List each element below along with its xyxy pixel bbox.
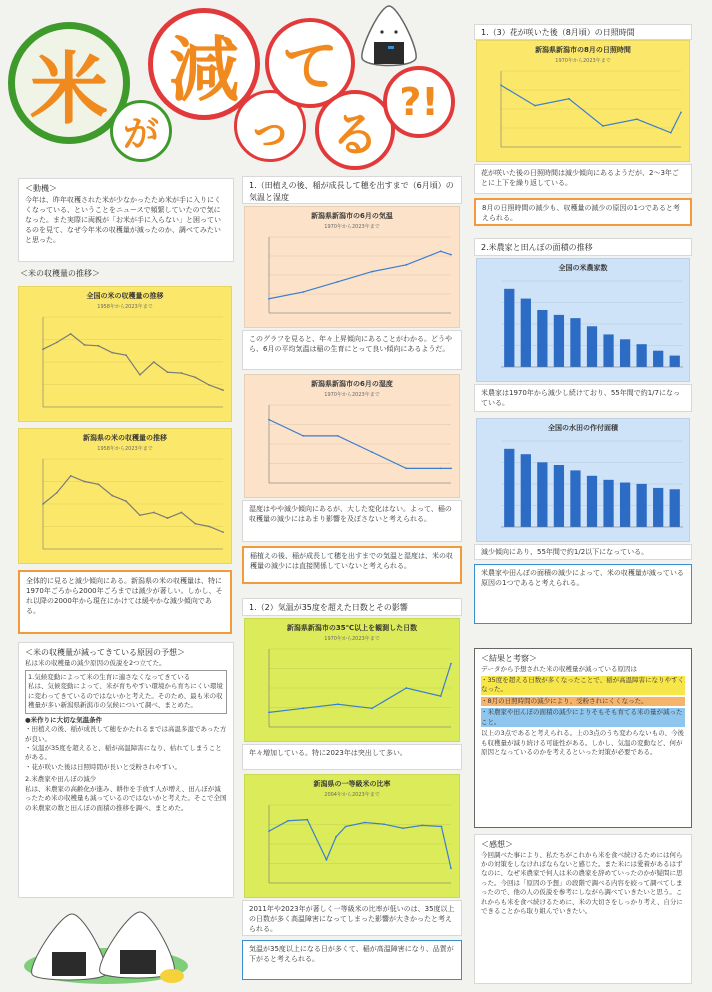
data-point	[440, 250, 442, 252]
data-point	[42, 348, 44, 350]
data-point	[181, 512, 183, 514]
data-point	[440, 695, 442, 697]
farm-conclusion	[474, 564, 692, 624]
grade-note-text: 2011年や2023年が著しく一等級米の比率が低いのは、35度以上の日数が多く高温障害になってしまった影響が大きかったと考えられる。	[249, 905, 455, 934]
data-point	[268, 830, 270, 832]
chart-svg	[245, 207, 460, 328]
bar	[554, 465, 564, 527]
data-point	[364, 822, 366, 824]
data-point	[139, 514, 141, 516]
bar	[587, 476, 597, 527]
chart-title: 新潟県の一等級米の比率	[313, 780, 391, 788]
data-point	[111, 352, 113, 354]
sec2-heading: 1.（2）気温が35度を超えた日数とその影響	[249, 603, 408, 612]
data-point	[222, 531, 224, 533]
bar	[637, 344, 647, 367]
title-circle-tsu: っ	[234, 90, 306, 162]
humid-note	[242, 500, 462, 542]
data-point	[337, 281, 339, 283]
data-point	[302, 435, 304, 437]
bar	[521, 454, 531, 527]
impression-body: 今回調べた事により、私たちがこれから米を食べ続けるためには何らかの対策をしなければならないと感じた。また米には愛着があるはずなのに、なぜ米農家で何人は米の農家を辞めていったのかが疑問に思った。今回は「原因の予想」の段階で調べる内容を絞って調べてしまったので、他の人の仮説を参考にしながら調べていきたいと思う。これからも米を食べ続けるために、米の大切さをしっかり考え、自分にできることから取り組んでいきたい。	[481, 850, 683, 916]
sec2-heading-card	[242, 598, 462, 616]
bar	[504, 289, 514, 367]
sun-note	[474, 164, 692, 194]
bar	[554, 315, 564, 367]
data-point	[371, 451, 373, 453]
bar	[620, 339, 630, 367]
prediction-item1: 1.気候変動によって米の生育に適さなくなってきている	[28, 673, 191, 682]
temp-note-text: このグラフを見ると、年々上昇傾向にあることがわかる。どうやら、6月の平均気温は稲の生育にとって良い傾向にあるようだ。	[249, 335, 452, 354]
chart-svg	[245, 775, 460, 898]
data-point	[345, 826, 347, 828]
data-point	[441, 826, 443, 828]
prediction-item2: 2.米農家や田んぼの減少	[25, 775, 97, 784]
sun-conclusion-text: 8月の日照時間の減少も、収穫量の減少の原因の1つであると考えられる。	[482, 204, 680, 223]
chart-svg	[477, 419, 690, 542]
data-point	[268, 711, 270, 713]
data-point	[450, 254, 452, 256]
chart-june-temperature	[244, 206, 460, 328]
data-point	[181, 372, 183, 374]
chart-subtitle: 1970年から2023年まで	[324, 392, 380, 398]
data-point	[302, 291, 304, 293]
prediction-sub: ●米作りに大切な気温条件	[25, 715, 103, 724]
title-circle-te: て	[265, 18, 355, 108]
harvest-note	[18, 570, 232, 634]
data-point	[405, 687, 407, 689]
prediction-bullet: ・花が咲いた後は日照時間が長いと受粉されやすい。	[25, 762, 181, 771]
data-point	[337, 435, 339, 437]
bar	[504, 449, 514, 527]
farmers-note	[474, 384, 692, 412]
data-point	[125, 354, 127, 356]
chart-svg	[245, 375, 460, 498]
chart-paddy-area	[476, 418, 690, 542]
motivation-heading: ＜動機＞	[25, 184, 57, 193]
title-circle-question: ?!	[383, 66, 455, 138]
title-circle-ga: が	[110, 100, 172, 162]
data-point	[84, 481, 86, 483]
data-point	[534, 105, 536, 107]
data-point	[208, 384, 210, 386]
result-highlight-3: ・米農家や田んぼの面積の減少によりそもそも育てる米の量が減ったこと。	[481, 708, 685, 727]
bar	[603, 334, 613, 367]
data-point	[302, 707, 304, 709]
bar	[637, 484, 647, 527]
hot-conclusion	[242, 940, 462, 980]
title-circle-kome: 米	[8, 22, 130, 144]
data-point	[450, 663, 452, 665]
hot-note	[242, 744, 462, 770]
data-point	[194, 523, 196, 525]
data-point	[167, 517, 169, 519]
data-point	[450, 467, 452, 469]
chart-title: 新潟県新潟市の35℃以上を観測した日数	[286, 624, 418, 632]
onigiri-icon	[358, 2, 420, 72]
harvest-note-text: 全体的に見ると減少傾向にある。新潟県の米の収穫量は、特に1970年ごろから2000年ごろまでは減少が著しい。しかし、それ以降の2000年から現在にかけては緩やかな減少傾向である。	[26, 577, 223, 616]
chart-title: 新潟県の米の収穫量の推移	[83, 434, 167, 442]
bar	[537, 310, 547, 367]
bar	[653, 488, 663, 527]
data-point	[222, 389, 224, 391]
prediction-bullet: ・気温が35度を超えると、稲が高温障害になり、枯れてしまうことがある。	[25, 743, 222, 762]
hot-note-text: 年々増加している。特に2023年は突出して多い。	[249, 749, 407, 757]
title-circle-ru: る	[315, 90, 395, 170]
chart-subtitle: 1970年から2023年まで	[324, 636, 380, 642]
sec1-heading-card	[242, 176, 462, 204]
data-point	[97, 483, 99, 485]
chart-rice-farmers	[476, 258, 690, 382]
chart-title: 新潟県新潟市の6月の気温	[311, 212, 393, 220]
chart-title: 全国の米の収穫量の推移	[86, 292, 164, 300]
data-point	[326, 859, 328, 861]
sec1-conclusion-text: 稲植えの後、稲が成長して穂を出すまでの気温と湿度は、米の収穫量の減少には直接関係していないと考えられる。	[250, 552, 453, 571]
prediction-item2-body: 私は、米農家の高齢化が進み、耕作を手放す人が増え、田んぼが減ったため米の収穫量も減っているのではないかと考えた。そこで全国の米農家の数と田んぼの面積の推移を調べ、まとめた。	[25, 784, 227, 812]
result-highlight-1: ・35度を超える日数が多くなったことで、稲が高温障害になりやすくなった。	[481, 676, 685, 694]
chart-june-humidity	[244, 374, 460, 498]
chart-subtitle: 1970年から2023年まで	[324, 224, 380, 230]
result-heading: ＜結果と考察＞	[481, 654, 537, 663]
data-point	[97, 345, 99, 347]
chart-subtitle: 1958年から2023年まで	[97, 304, 153, 310]
data-point	[602, 125, 604, 127]
chart-svg	[245, 619, 460, 742]
onigiri-pair-illustration	[22, 904, 190, 986]
chart-hot-days	[244, 618, 460, 742]
prediction-card	[18, 642, 234, 898]
chart-subtitle: 1958年から2023年まで	[97, 446, 153, 452]
prediction-item1-body: 私は、気候変動によって、米が育ちやすい環境から育ちにくい環境に変わってきているのではないかと考えた。そのため、最も米の収穫量が多い新潟県新潟市の気候について調べ、まとめた。	[28, 682, 223, 710]
chart-august-sunshine	[476, 40, 690, 162]
chart-title: 全国の水田の作付面積	[548, 424, 618, 432]
result-lead: データから予想された米の収穫量が減っている原因は	[481, 664, 637, 673]
motivation-body: 今年は、昨年収穫された米が少なかったため米が手に入りにくくなっている、ということをニュースで頻繁していたので気になった。また実際に両親が「お米が手に入らない」と困っているのを見て、なぜ今年米の収穫量が減ったのか、調べてみたいと思った。	[25, 195, 221, 245]
data-point	[56, 341, 58, 343]
bar	[521, 299, 531, 367]
data-point	[421, 824, 423, 826]
data-point	[405, 467, 407, 469]
data-point	[153, 361, 155, 363]
chart-svg	[19, 429, 232, 564]
hot-conclusion-text: 気温が35度以上になる日が多くて、稲が高温障害になり、品質が下がると考えられる。	[249, 945, 454, 964]
farmers-note-text: 米農家は1970年から減少し続けており、55年間で約1/7になっている。	[481, 389, 680, 408]
data-point	[371, 271, 373, 273]
data-point	[568, 98, 570, 100]
chart-svg	[477, 259, 690, 382]
data-point	[337, 703, 339, 705]
bar	[620, 483, 630, 527]
data-point	[194, 376, 196, 378]
data-point	[84, 344, 86, 346]
paddy-note-text: 減少傾向にあり、55年間で約1/2以下になっている。	[481, 548, 649, 556]
prediction-bullet: ・田植えの後、稲が成長して穂をかたれるまでは高温多湿であった方が良い。	[25, 725, 227, 743]
data-point	[70, 475, 72, 477]
data-point	[70, 333, 72, 335]
humid-note-text: 湿度はやや減少傾向にあるが、大した変化はない。よって、稲の収穫量の減少にはあまり影響を及ぼさないと考えられる。	[249, 505, 452, 524]
data-point	[680, 111, 682, 113]
data-point	[500, 84, 502, 86]
harvest-heading: ＜米の収穫量の推移＞	[20, 269, 100, 278]
data-point	[371, 707, 373, 709]
data-point	[125, 500, 127, 502]
bar	[570, 470, 580, 527]
bar	[670, 356, 680, 367]
sec4-heading-card	[474, 238, 692, 256]
data-point	[111, 495, 113, 497]
chart-svg	[19, 287, 232, 422]
bar	[537, 462, 547, 527]
data-point	[402, 827, 404, 829]
chart-title: 新潟県新潟市の6月の湿度	[311, 380, 393, 388]
data-point	[450, 867, 452, 869]
farm-conclusion-text: 米農家や田んぼの面積の減少によって、米の収穫量が減っている原因の1つであると考えられる。	[481, 569, 684, 588]
data-point	[268, 298, 270, 300]
data-point	[670, 132, 672, 134]
bar	[570, 318, 580, 367]
bar	[670, 489, 680, 527]
result-card	[474, 648, 692, 828]
result-highlight-2: ・8月の日照時間の減少により、受粉されにくくなった。	[481, 697, 685, 706]
paddy-note	[474, 544, 692, 560]
prediction-heading: ＜米の収穫量が減ってきている原因の予想＞	[25, 648, 185, 657]
sec3-heading-card	[474, 24, 692, 40]
sec3-heading: 1.（3）花が咲いた後（8月頃）の日照時間	[481, 28, 635, 37]
data-point	[335, 836, 337, 838]
data-point	[56, 492, 58, 494]
sun-conclusion	[474, 198, 692, 226]
chart-title: 新潟県新潟市の8月の日照時間	[535, 46, 631, 54]
data-point	[268, 419, 270, 421]
chart-subtitle: 2004年から2023年まで	[324, 792, 380, 798]
data-point	[139, 374, 141, 376]
sun-note-text: 花が咲いた後の日照時間は減少傾向にあるようだが、2〜3年ごとに上下を繰り返している。	[481, 169, 679, 188]
grade-note	[242, 900, 462, 936]
bar	[653, 351, 663, 367]
data-point	[440, 467, 442, 469]
bar	[587, 326, 597, 367]
impression-card	[474, 834, 692, 984]
data-point	[153, 512, 155, 514]
chart-first-grade-rice	[244, 774, 460, 898]
data-point	[405, 264, 407, 266]
impression-heading: ＜感想＞	[481, 840, 513, 849]
chart-subtitle: 1970年から2023年まで	[555, 58, 611, 64]
chart-svg	[477, 41, 690, 162]
data-point	[636, 118, 638, 120]
chart-national-harvest	[18, 286, 232, 422]
sec4-heading: 2.米農家と田んぼの面積の推移	[481, 243, 593, 252]
motivation-card	[18, 178, 234, 262]
temp-note	[242, 330, 462, 370]
data-point	[306, 819, 308, 821]
data-point	[167, 371, 169, 373]
title-circle-he: 減	[148, 8, 260, 120]
data-point	[383, 823, 385, 825]
data-point	[42, 503, 44, 505]
bar	[603, 480, 613, 527]
chart-niigata-harvest	[18, 428, 232, 564]
chart-title: 全国の米農家数	[558, 264, 608, 272]
result-body: 以上の3点であると考えられる。上の3点のうち変わらないもの、今後も収穫量が減り続ける可能性がある。しかし、気温の変動など、何が原因となっているのかを考えるといった対策が必要である。	[481, 729, 685, 756]
sec1-conclusion	[242, 546, 462, 584]
sec1-heading: 1.（田植えの後、稲が成長して穂を出すまで（6月頃）の気温と湿度	[249, 181, 454, 202]
data-point	[208, 526, 210, 528]
data-point	[287, 820, 289, 822]
prediction-lead: 私は米の収穫量の減少原因の仮説を2つ立てた。	[25, 658, 166, 667]
